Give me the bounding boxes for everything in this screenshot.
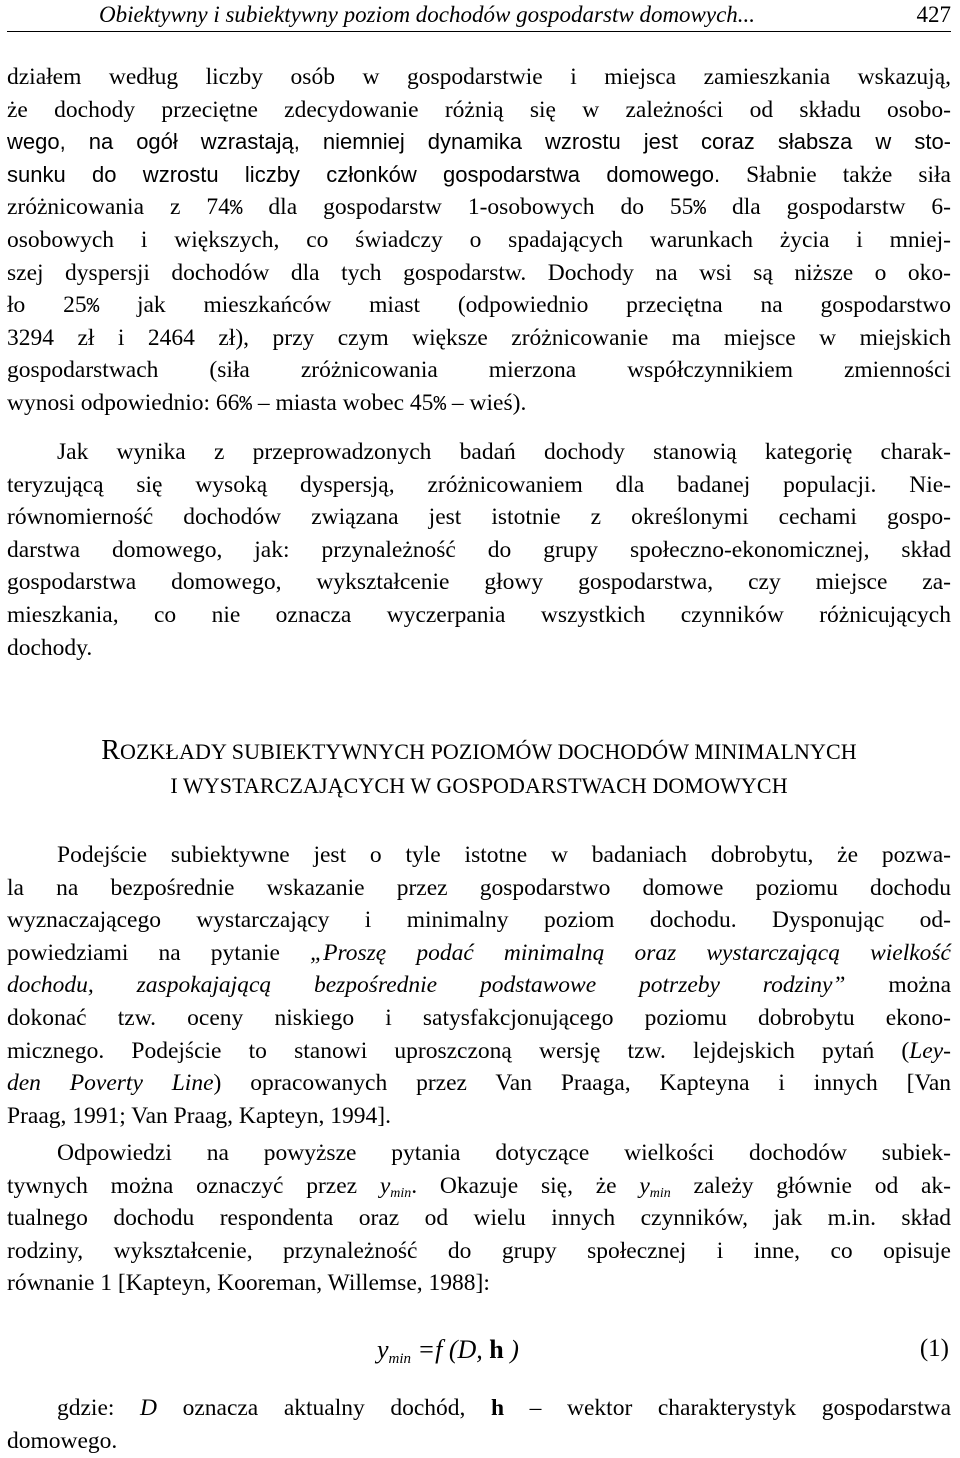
page-number: 427 [916, 2, 951, 27]
text-run: Dochody na wsi są niższe o oko- [526, 259, 951, 286]
percent-sign: % [433, 393, 447, 417]
heading-initial: R [101, 735, 120, 766]
text-line: wego, na ogół wzrastają, niemniej dynamika wzrostu jest coraz słabsza w sto- [7, 129, 951, 155]
text-run: ło 25 [7, 292, 87, 319]
paragraph-1 [7, 61, 951, 420]
math-symbol: D [140, 1395, 157, 1421]
paragraph-3 [7, 839, 951, 1132]
equation-rhs-close: ) [503, 1335, 519, 1364]
text-line [7, 387, 951, 420]
paragraph-2 [7, 436, 951, 664]
percent-sign: % [86, 296, 100, 320]
text-run: dla gospodarstw 1-osobowych do 55 [242, 194, 694, 221]
math-vector: h [491, 1395, 505, 1421]
text-line: dochody. [7, 634, 93, 661]
text-run: można [845, 972, 952, 999]
text-run: tywnych można oznaczyć przez [7, 1172, 380, 1199]
text-line: gospodarstwa domowego, wykształcenie głowy gospodarstwa, czy miejsce za- [7, 569, 951, 596]
text-line: rodziny, wykształcenie, przynależność do grupy społecznej i inne, co opisuje [7, 1237, 951, 1264]
text-run: – wektor charakterystyk gospodarstwa [504, 1395, 951, 1421]
text-run: . Okazuje się, że [411, 1172, 640, 1199]
text-line: Odpowiedzi na powyższe pytania dotyczące wielkości dochodów subiek- [57, 1140, 951, 1166]
text-run: gdzie: [57, 1395, 141, 1421]
text-line: gospodarstwach (siła zróżnicowania mierzona współczynnikiem zmienności [7, 357, 951, 384]
text-line: Podejście subiektywne jest o tyle istotne w badaniach dobrobytu, że pozwa- [57, 842, 951, 868]
text-run: Słabnie także siła [720, 161, 951, 188]
equation-body [377, 1335, 519, 1368]
text-line [7, 1035, 951, 1068]
equation-vector: h [489, 1335, 504, 1364]
text-line: Praag, 1991; Van Praag, Kapteyn, 1994]. [7, 1102, 391, 1129]
quoted-question: dochodu, zaspokajającą bezpośrednie podstawowe potrzeby rodziny” [7, 972, 846, 999]
text-run: wynosi odpowiednio: 66 [7, 389, 240, 416]
equation-1 [7, 1331, 951, 1371]
text-line: 3294 zł i 2464 zł), przy czym większe zróżnicowanie ma miejsce w miejskich [7, 324, 951, 351]
math-subscript: min [390, 1185, 412, 1201]
text-line: la na bezpośrednie wskazanie przez gospodarstwo domowe poziomu dochodu [7, 874, 951, 901]
text-line [7, 1392, 951, 1425]
text-run: zależy głównie od ak- [670, 1172, 951, 1199]
text-line [7, 191, 951, 224]
equation-number: (1) [919, 1335, 949, 1362]
section-heading [7, 734, 951, 803]
text-run: – wieś). [446, 389, 527, 416]
italic-term: den Poverty Line [7, 1070, 214, 1097]
text-line: dokonać tzw. oceny niskiego i satysfakcjonującego poziomu dobrobytu ekono- [7, 1004, 951, 1031]
text-line: domowego. [7, 1427, 118, 1454]
text-run: ) opracowanych przez Van Praaga, Kapteyna i innych [Van [213, 1070, 951, 1097]
text-run: sunku do wzrostu liczby członków gospodarstwa domowego. [7, 161, 721, 187]
text-line: równomierność dochodów związana jest istotnie z określonymi cechami gospo- [7, 504, 951, 531]
text-run: jak mieszkańców miast (odpowiednio przeciętna na gospodarstwo [99, 292, 951, 319]
text-line [7, 289, 951, 322]
equation-subscript: min [388, 1351, 412, 1367]
text-run: oznacza aktualny dochód, [157, 1395, 491, 1421]
running-header [7, 0, 951, 32]
percent-sign: % [229, 198, 243, 222]
text-run: powiedziami na pytanie [7, 939, 311, 966]
math-symbol: y [379, 1172, 391, 1199]
text-line [7, 1170, 951, 1203]
text-line: Jak wynika z przeprowadzonych badań dochody stanowią kategorię charak- [57, 439, 951, 465]
math-symbol: y [639, 1172, 650, 1199]
text-line [7, 257, 951, 290]
text-line: że dochody przeciętne zdecydowanie różnią się w zależności od składu osobo- [7, 96, 951, 123]
text-run: micznego. Podejście to stanowi uproszczoną wersję tzw. lejdejskich pytań ( [7, 1037, 910, 1064]
text-line [7, 969, 951, 1002]
heading-text: OZKŁADY SUBIEKTYWNYCH POZIOMÓW DOCHODÓW MINIMALNYCH [120, 739, 857, 764]
paragraph-5 [7, 1392, 951, 1457]
text-run: zróżnicowania z 74 [7, 194, 230, 221]
equation-lhs: y [377, 1335, 389, 1364]
text-run: – miasta wobec 45 [252, 389, 434, 416]
text-line: wyznaczającego wystarczający i minimalny poziom dochodu. Dysponując od- [7, 907, 951, 934]
text-line: osobowych i większych, co świadczy o spadających warunkach życia i mniej- [7, 226, 951, 253]
text-run: szej dyspersji dochodów dla tych gospodarstw. [7, 259, 527, 286]
percent-sign: % [239, 393, 252, 417]
text-line: równanie 1 [Kapteyn, Kooreman, Willemse, 1988]: [7, 1270, 490, 1297]
text-line: teryzującą się wysoką dyspersją, zróżnicowaniem dla badanej populacji. Nie- [7, 471, 951, 498]
math-subscript: min [649, 1185, 671, 1201]
heading-line-2: I WYSTARCZAJĄCYCH W GOSPODARSTWACH DOMOWYCH [170, 773, 788, 798]
text-line [7, 937, 951, 970]
text-line: tualnego dochodu respondenta oraz od wielu innych czynników, jak m.in. skład [7, 1205, 951, 1232]
italic-term: Ley- [909, 1037, 951, 1064]
text-line [7, 1067, 951, 1100]
text-run: dla gospodarstw 6- [706, 194, 951, 221]
text-line: mieszkania, co nie oznacza wyczerpania wszystkich czynników różnicujących [7, 601, 951, 628]
quoted-question: „Proszę podać minimalną oraz wystarczającą wielkość [310, 939, 951, 966]
paragraph-4 [7, 1137, 951, 1300]
text-line: działem według liczby osób w gospodarstwie i miejsca zamieszkania wskazują, [7, 64, 951, 90]
text-line: darstwa domowego, jak: przynależność do grupy społeczno-ekonomicznej, skład [7, 536, 951, 563]
percent-sign: % [693, 198, 707, 222]
text-line [7, 159, 951, 192]
running-title: Obiektywny i subiektywny poziom dochodów gospodarstw domowych... [99, 2, 756, 27]
equation-rhs: =f (D, [411, 1335, 490, 1364]
heading-line-1 [7, 734, 951, 769]
